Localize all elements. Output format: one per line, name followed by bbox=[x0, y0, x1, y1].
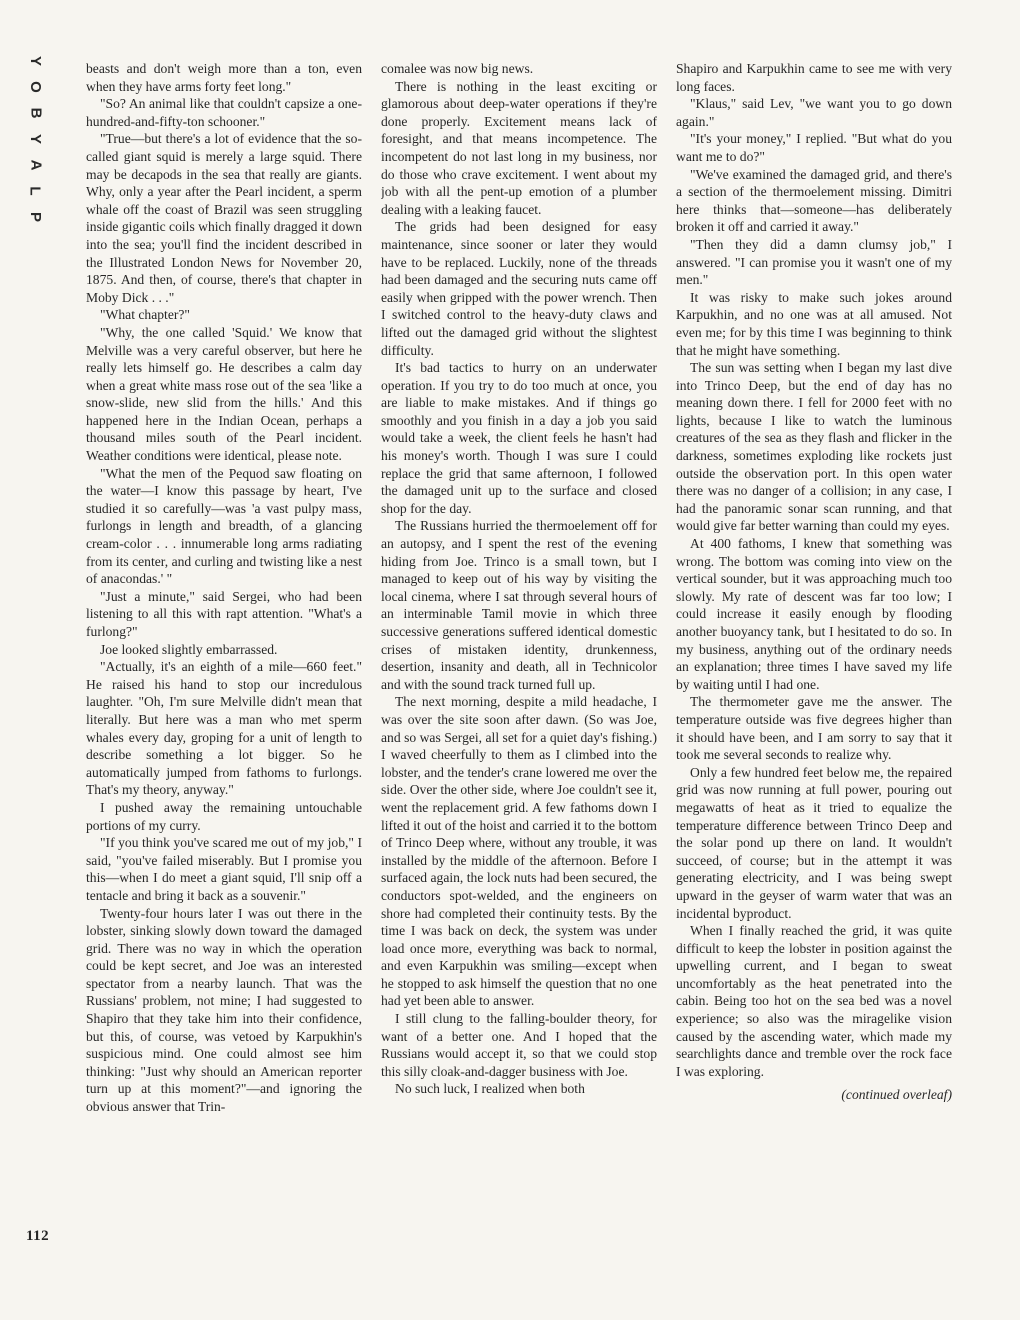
paragraph: There is nothing in the least exciting or glamorous about deep-water operations if they're done properly. Excitement means lack of foresight, and that means incompetence. The incompetent do not last long in my business, nor do those who crave excitement. I went about my job with all the pent-up emotion of a plumber dealing with a leaking faucet. bbox=[381, 78, 657, 217]
paragraph: The next morning, despite a mild headache, I was over the site soon after dawn. (So was Joe, and so was Sergei, all set for a quiet day's fishing.) I waved cheerfully to them as I climbed into the lobster, and the tender's crane lowered me over the side. Over the other side, where Joe couldn't see it, went the replacement grid. A few fathoms down I lifted it out of the hoist and carried it to the bottom of Trinco Deep where, without any trouble, it was installed by the middle of the afternoon. Before I surfaced again, the lock nuts had been secured, the conductors spot-welded, and the engineers on shore had completed their continuity tests. By the time I was back on deck, the system was under load once more, everything was back to normal, and even Karpukhin was smiling—except when he stopped to ask himself the question that no one had yet been able to answer. bbox=[381, 694, 657, 1009]
paragraph: I still clung to the falling-boulder theory, for want of a better one. And I hoped that the Russians would accept it, so that we could stop this silly cloak-and-dagger business with Joe. bbox=[381, 1011, 657, 1079]
continued-note: (continued overleaf) bbox=[841, 1087, 952, 1103]
paragraph: "It's your money," I replied. "But what do you want me to do?" bbox=[676, 131, 952, 164]
paragraph: Shapiro and Karpukhin came to see me with very long faces. bbox=[676, 61, 952, 94]
paragraph: comalee was now big news. bbox=[381, 61, 534, 76]
masthead-vertical bbox=[20, 52, 50, 226]
paragraph: "What chapter?" bbox=[100, 307, 190, 323]
paragraph: "Actually, it's an eighth of a mile—660 feet." He raised his hand to stop our incredulous laughter. "Oh, I'm sure Melville didn't mean that literally. But here was a man who met sperm whales every day, groping for a unit of length to describe something a lot bigger. So he automatically jumped from fathoms to furlongs. That's my theory, anyway." bbox=[86, 659, 362, 798]
paragraph: The thermometer gave me the answer. The temperature outside was five degrees higher than it should have been, and I am sorry to say that it took me several seconds to realize why. bbox=[676, 694, 952, 763]
paragraph: Joe looked slightly embarrassed. bbox=[100, 641, 278, 657]
paragraph: "So? An animal like that couldn't capsize a one-hundred-and-fifty-ton schooner." bbox=[86, 96, 362, 129]
paragraph: Only a few hundred feet below me, the repaired grid was now running at full power, pouring out megawatts of heat as it tried to equalize the temperature difference between Trinco Deep and the solar pond up there on land. It wouldn't succeed, of course; but in the attempt it was generating electricity, and I was being swept upward in the geyser of warm water that was an incidental byproduct. bbox=[676, 764, 952, 921]
masthead-letter: L bbox=[26, 186, 44, 196]
masthead-letter: Y bbox=[26, 133, 44, 145]
paragraph: No such luck, I realized when both bbox=[395, 1081, 585, 1097]
text-column-1 bbox=[86, 60, 362, 1260]
paragraph: "True—but there's a lot of evidence that the so-called giant squid is merely a large squid. There may be decapods in the sea that really are giants. Why, only a year after the Pearl incident, a sperm whale off the coast of Brazil was seen struggling inside gigantic coils which finally dragged it down into the sea; you'll find the incident described in the Illustrated London News for November 20, 1875. And then, of course, there's that chapter in Moby Dick . . ." bbox=[86, 131, 362, 305]
paragraph: "Why, the one called 'Squid.' We know that Melville was a very careful observer, but here he really lets himself go. He describes a calm day when a great white mass rose out of the sea 'like a snow-slide, new slid from the hills.' And this happened here in the Indian Ocean, perhaps a thousand miles south of the Pearl incident. Weather conditions were identical, please note. bbox=[86, 324, 362, 464]
paragraph: "We've examined the damaged grid, and there's a section of the thermoelement missing. Dimitri here thinks that—someone—has deliberately broken it off and carried it away." bbox=[676, 166, 952, 235]
paragraph: "If you think you've scared me out of my job," I said, "you've failed miserably. But I promise you this—when I do meet a giant squid, I'll snip off a tentacle and bring it back as a souvenir." bbox=[86, 835, 362, 903]
paragraph: At 400 fathoms, I knew that something was wrong. The bottom was coming into view on the vertical sounder, but it was approaching much too slowly. My rate of descent was far too low; I could increase it easily enough by flooding another buoyancy tank, but I hesitated to do so. In my business, anything out of the ordinary needs an explanation; three times I have saved my life by waiting until I had one. bbox=[676, 536, 952, 692]
paragraph: beasts and don't weigh more than a ton, even when they have arms forty feet long." bbox=[86, 61, 362, 94]
text-column-2 bbox=[381, 60, 657, 1260]
paragraph: Twenty-four hours later I was out there in the lobster, sinking slowly down toward the damaged grid. There was no way in which the operation could be kept secret, and Joe was an interested spectator from a nearby launch. That was the Russians' problem, not mine; I had suggested to Shapiro that they take him into their confidence, but this, of course, was vetoed by Karpukhin's suspicious mind. One could almost see him thinking: "Just why should an American reporter turn up at this moment?"—and ignoring the obvious answer that Trin- bbox=[86, 905, 362, 1115]
paragraph: The sun was setting when I began my last dive into Trinco Deep, but the end of day has no meaning down there. I fell for 2000 feet with no lights, because I like to watch the luminous creatures of the sea as they flash and flicker in the darkness, sometimes exploding like rockets just outside the observation port. In this open water there was no danger of a collision; in any case, I had the panoramic sonar scan running, and that would give far better warning than could my eyes. bbox=[676, 360, 952, 534]
paragraph: The Russians hurried the thermoelement off for an autopsy, and I spent the rest of the evening hiding from Joe. Trinco is a small town, but I managed to keep out of his way by visiting the local cinema, where I sat through several hours of an interminable Tamil movie in which three successive generations suffered identical domestic crises of mistaken identity, drunkenness, desertion, insanity and death, all in Technicolor and with the sound track turned full up. bbox=[381, 518, 657, 692]
text-column-3 bbox=[676, 60, 952, 1260]
masthead-letter: P bbox=[26, 211, 44, 223]
paragraph: When I finally reached the grid, it was quite difficult to keep the lobster in position against the upwelling current, and I began to sweat uncomfortably as the heat penetrated into the cabin. Being too hot on the sea bed was a novel experience; so also was the miragelike vision caused by the ascending water, which made my searchlights dance and tremble over the rock face I was exploring. bbox=[676, 923, 952, 1079]
masthead-letter: A bbox=[27, 159, 44, 171]
paragraph: The grids had been designed for easy maintenance, since sooner or later they would have to be replaced. Luckily, none of the threads had been damaged and the securing nuts came off easily when gripped with the power wrench. Then I switched control to the heavy-duty claws and lifted out the damaged grid without the slightest difficulty. bbox=[381, 219, 657, 358]
paragraph: It was risky to make such jokes around Karpukhin, and no one was at all amused. Not even me; for by this time I was beginning to think that he might have something. bbox=[676, 289, 952, 358]
masthead-letter: Y bbox=[26, 55, 44, 67]
masthead-letter: B bbox=[27, 107, 44, 119]
article-body bbox=[86, 60, 952, 1260]
paragraph: "What the men of the Pequod saw floating on the water—I know this passage by heart, I've studied it so carefully—was 'a vast pulpy mass, furlongs in length and breadth, of a glancing cream-color . . . innumerable long arms radiating from its center, and curling and twisting like a nest of anacondas.' " bbox=[86, 465, 362, 587]
paragraph: "Just a minute," said Sergei, who had been listening to all this with rapt attention. "What's a furlong?" bbox=[86, 588, 362, 639]
masthead-letter: O bbox=[26, 81, 44, 93]
paragraph: "Then they did a damn clumsy job," I answered. "I can promise you it wasn't one of my men." bbox=[676, 236, 952, 288]
page-number: 112 bbox=[26, 1228, 50, 1244]
paragraph: "Klaus," said Lev, "we want you to go down again." bbox=[676, 96, 952, 129]
paragraph: I pushed away the remaining untouchable portions of my curry. bbox=[86, 799, 362, 833]
paragraph: It's bad tactics to hurry on an underwater operation. If you try to do too much at once, you are liable to make mistakes. And if things go smoothly and you finish in a day a job you said would take a week, the client feels he hasn't had his money's worth. Though I was sure I could replace the grid that same afternoon, I followed the damaged unit up to the surface and closed shop for the day. bbox=[381, 360, 657, 516]
